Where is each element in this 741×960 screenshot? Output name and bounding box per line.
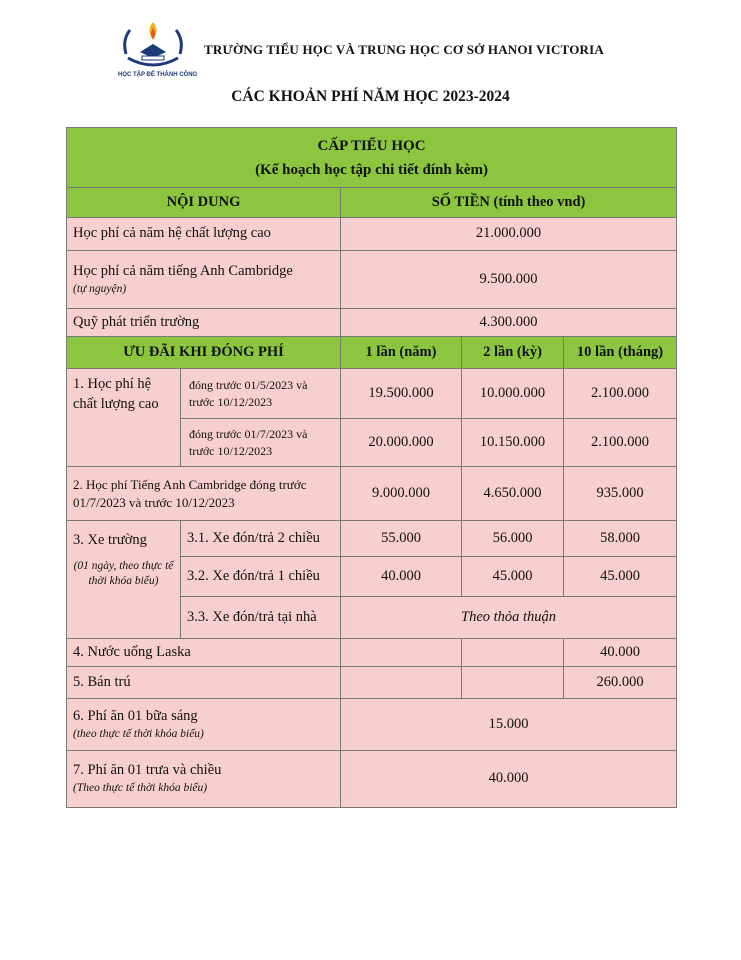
fee-amount: 9.500.000 xyxy=(341,251,677,309)
level-title: CẤP TIỂU HỌC xyxy=(317,137,426,154)
value-ten-times: 260.000 xyxy=(564,667,677,699)
water-label: 4. Nước uống Laska xyxy=(67,639,341,667)
breakfast-amount: 15.000 xyxy=(341,699,677,751)
value-ten-times: 45.000 xyxy=(564,557,677,597)
breakfast-label: 6. Phí ăn 01 bữa sáng xyxy=(73,707,198,724)
tuition-hq-label: 1. Học phí hệ chất lượng cao xyxy=(67,369,181,467)
empty-cell xyxy=(341,639,462,667)
level-subtitle: (Kế hoạch học tập chi tiết đính kèm) xyxy=(255,161,488,178)
bus-note: (01 ngày, theo thực tế thời khóa biểu) xyxy=(73,559,174,588)
bus-home-value: Theo thỏa thuận xyxy=(341,597,677,639)
table-row xyxy=(67,751,677,808)
table-row xyxy=(67,667,677,699)
value-twice: 45.000 xyxy=(462,557,564,597)
table-row xyxy=(67,467,677,521)
bus-option-label: 3.3. Xe đón/trả tại nhà xyxy=(181,597,341,639)
empty-cell xyxy=(462,667,564,699)
value-ten-times: 2.100.000 xyxy=(564,419,677,467)
column-header-amount: SỐ TIỀN (tính theo vnd) xyxy=(341,188,677,218)
value-ten-times: 40.000 xyxy=(564,639,677,667)
level-title-cell xyxy=(67,128,677,188)
logo-caption: HỌC TẬP ĐỂ THÀNH CÔNG xyxy=(118,72,198,78)
value-ten-times: 58.000 xyxy=(564,521,677,557)
cambridge-label: 2. Học phí Tiếng Anh Cambridge đóng trước 01/7/2023 và trước 10/12/2023 xyxy=(67,467,341,521)
boarding-label: 5. Bán trú xyxy=(67,667,341,699)
bus-label-cell xyxy=(67,521,181,639)
column-header-content: NỘI DUNG xyxy=(67,188,341,218)
table-row xyxy=(67,218,677,251)
fee-amount: 21.000.000 xyxy=(341,218,677,251)
breakfast-note: (theo thực tế thời khóa biểu) xyxy=(73,727,204,740)
value-twice: 56.000 xyxy=(462,521,564,557)
value-twice: 10.000.000 xyxy=(462,369,564,419)
fee-label-cell xyxy=(67,251,341,309)
fee-table xyxy=(66,127,677,808)
value-ten-times: 2.100.000 xyxy=(564,369,677,419)
bus-label: 3. Xe trường xyxy=(73,532,147,548)
school-logo-icon xyxy=(118,14,198,80)
table-row xyxy=(67,521,677,557)
lunch-label-cell xyxy=(67,751,341,808)
table-row xyxy=(67,699,677,751)
value-twice: 10.150.000 xyxy=(462,419,564,467)
breakfast-label-cell xyxy=(67,699,341,751)
table-row xyxy=(67,369,677,419)
lunch-label: 7. Phí ăn 01 trưa và chiều xyxy=(73,762,222,779)
bus-option-label: 3.1. Xe đón/trả 2 chiều xyxy=(181,521,341,557)
column-header-once: 1 lần (năm) xyxy=(341,337,462,369)
lunch-note: (Theo thực tế thời khóa biểu) xyxy=(73,782,208,795)
empty-cell xyxy=(462,639,564,667)
school-name: TRƯỜNG TIỂU HỌC VÀ TRUNG HỌC CƠ SỞ HANOI VICTORIA xyxy=(204,42,604,57)
payment-condition: đóng trước 01/5/2023 và trước 10/12/2023 xyxy=(181,369,341,419)
bus-option-label: 3.2. Xe đón/trả 1 chiều xyxy=(181,557,341,597)
discount-header: ƯU ĐÃI KHI ĐÓNG PHÍ xyxy=(67,337,341,369)
value-twice: 4.650.000 xyxy=(462,467,564,521)
table-row xyxy=(67,251,677,309)
column-header-ten-times: 10 lần (tháng) xyxy=(564,337,677,369)
value-once: 9.000.000 xyxy=(341,467,462,521)
fee-amount: 4.300.000 xyxy=(341,309,677,337)
document-title: CÁC KHOẢN PHÍ NĂM HỌC 2023-2024 xyxy=(231,88,510,105)
fee-label: Quỹ phát triển trường xyxy=(67,309,341,337)
value-ten-times: 935.000 xyxy=(564,467,677,521)
table-row xyxy=(67,639,677,667)
column-header-twice: 2 lần (kỳ) xyxy=(462,337,564,369)
fee-note: (tự nguyện) xyxy=(73,282,127,295)
value-once: 55.000 xyxy=(341,521,462,557)
table-row xyxy=(67,309,677,337)
lunch-amount: 40.000 xyxy=(341,751,677,808)
empty-cell xyxy=(341,667,462,699)
fee-label: Học phí cả năm hệ chất lượng cao xyxy=(67,218,341,251)
page-header xyxy=(118,14,678,84)
payment-condition: đóng trước 01/7/2023 và trước 10/12/2023 xyxy=(181,419,341,467)
value-once: 20.000.000 xyxy=(341,419,462,467)
fee-label: Học phí cả năm tiếng Anh Cambridge xyxy=(73,262,293,279)
value-once: 19.500.000 xyxy=(341,369,462,419)
value-once: 40.000 xyxy=(341,557,462,597)
